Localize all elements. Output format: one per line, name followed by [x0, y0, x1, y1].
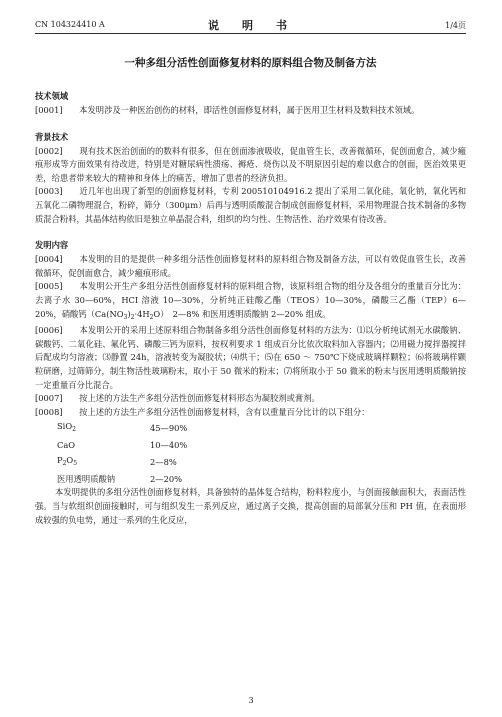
composition-value: 45—90% — [150, 423, 188, 434]
section-heading-tech-field: 技术领域 — [35, 91, 69, 101]
composition-value: 10—40% — [150, 440, 188, 451]
paragraph-0001: [0001] 本发明涉及一种医治创伤的材料，即活性创面修复材料，属于医用卫生材料及数料技术领域。 — [35, 105, 420, 115]
paragraph-0006: [0006] 本发明公开的采用上述原料组合物制备多组分活性创面修复材料的方法为：⑴以分析纯试剂无水碳酸钠、碳酸钙、二氧化硅、氟化钙、磷酸三钙为原料，按权利要求 1 组成百分比依次取料加入容器内；⑵用磁力搅拌器搅拌后配成均匀溶液；⑶静置 24h，溶液转变为凝胶状；⑷烘干；⑸在 650 ～ 750℃下烧成玻璃样颗粒；⑹将玻璃样颗粒研磨，过筛筛分，制生物活性玻璃粉末，取小于 50 微米的粉末；⑺将所取小于 50 微米的粉末与医用透明质酸钠按一定重量百分比混合。 — [35, 325, 466, 390]
composition-row: SiO$_2$ 45—90% — [57, 419, 187, 438]
header-rule — [35, 33, 466, 34]
page-number: 3 — [248, 696, 254, 705]
document-type: 说 明 书 — [208, 19, 293, 32]
document-body — [35, 90, 466, 527]
paragraph-0005: [0005] 本发明公开生产多组分活性创面修复材料的原料组合物，该原料组合物的组分及各组分的重量百分比为：去离子水 30—60%，HCI 溶液 10—30%，分析纯正硅酸乙酯（TEOS）10—30%，磷酸三乙酯（TEP）6—20%，硝酸钙$(Ca(NO_3)_2\cdot 4H_2O)$ 2—8% 和医用透明质酸钠 2—20% 组成。 — [35, 281, 466, 321]
composition-value: 2—8% — [150, 456, 177, 467]
composition-row: CaO 10—40% — [57, 438, 187, 453]
paragraph-0003: [0003] 近几年也出现了新型的创面修复材料，专利 200510104916.2 提出了采用二氧化硅，氧化钠，氧化钙和五氧化二磷物理混合，粉碎，筛分（300μm）后再与透明质酸混合制成创面修复材料，采用物理混合技术制备的多物质混合粉料，其晶体结构依旧是独立单晶混合料，组织的均匀性、生物活性、治疗效果有待改善。 — [35, 186, 466, 224]
closing-paragraph: 本发明提供的多组分活性创面修复材料，具备独特的晶体复合结构，粉料粒度小，与创面接触面积大，表面活性强。当与软组织创面接触时，可与组织发生一系列反应，通过离子交换，提高创面的局部氧分压和 PH 值，在表面形成较强的负电势，通过一系列的生化反应， — [35, 487, 466, 525]
section-heading-summary: 发明内容 — [35, 240, 69, 251]
page-header — [35, 17, 466, 31]
composition-value: 2—20% — [150, 473, 183, 484]
paragraph-0008: [0008] 按上述的方法生产多组分活性创面修复材料，含有以重量百分比计的以下组分： — [35, 406, 370, 417]
publication-number: CN 104324410 A — [35, 20, 105, 29]
paragraph-0002: [0002] 现有技术医治创面的的数料有很多，但在创面渗液吸收，促血管生长，改善微循环，促创面愈合，减少瘢痕形成等方面效果有待改进，特别是对糖尿病性溃疡、褥疮、烧伤以及不明原因引起的难以愈合的创面，医治效果更差，给患者带来较大的精神和身体上的痛苦，增加了患者的经济负担。 — [35, 145, 466, 183]
paragraph-0004: [0004] 本发明的目的是提供一种多组分活性创面修复材料的原料组合物及制备方法，可以有效促血管生长，改善微循环，促创面愈合，减少瘢痕形成。 — [35, 254, 466, 278]
section-heading-background: 背景技术 — [35, 131, 69, 142]
composition-row: $P_2O_5$ 2—8% — [57, 453, 187, 472]
page-info: 1/4页 — [445, 21, 466, 30]
composition-row: 医用透明质酸钠 2—20% — [57, 472, 187, 487]
paragraph-0007: [0007] 按上述的方法生产多组分活性创面修复材料形态为凝胶剂或膏剂。 — [35, 393, 320, 404]
composition-table — [57, 419, 187, 486]
document-title: 一种多组分活性创面修复材料的原料组合物及制备方法 — [124, 57, 377, 69]
